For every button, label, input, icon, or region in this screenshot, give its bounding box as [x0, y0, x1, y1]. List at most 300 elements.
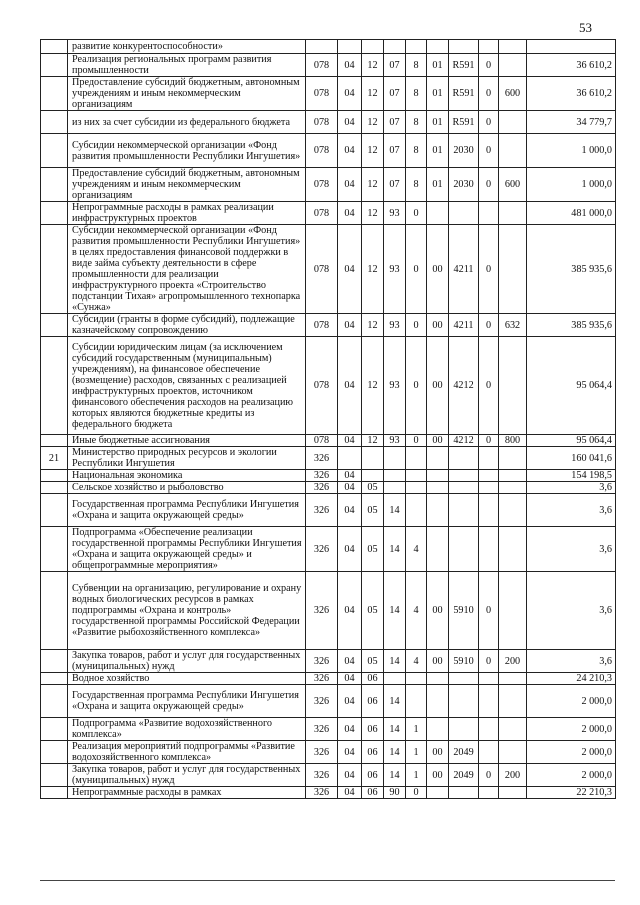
cell-rz: 04: [338, 494, 362, 527]
cell-p3: 01: [427, 77, 449, 111]
cell-amount: 22 210,3: [527, 787, 616, 799]
cell-p2: 8: [406, 134, 427, 168]
cell-p3: 00: [427, 435, 449, 447]
cell-p2: 0: [406, 337, 427, 435]
cell-p1: 14: [384, 741, 406, 764]
cell-amount: 36 610,2: [527, 54, 616, 77]
cell-name: Реализация региональных программ развития промышленности: [68, 54, 306, 77]
cell-name: Реализация мероприятий подпрограммы «Развитие водохозяйственного комплекса»: [68, 741, 306, 764]
cell-pr: 12: [362, 202, 384, 225]
cell-p4: 2049: [449, 764, 479, 787]
cell-p1: 93: [384, 314, 406, 337]
cell-gr: 078: [306, 225, 338, 314]
cell-p5: 0: [479, 314, 499, 337]
bottom-rule: [40, 880, 615, 881]
cell-vr: 632: [499, 314, 527, 337]
table-row: [41, 764, 616, 787]
cell-p1: 14: [384, 494, 406, 527]
cell-vr: 200: [499, 650, 527, 673]
cell-vr: [499, 787, 527, 799]
cell-p5: [479, 685, 499, 718]
cell-p4: [449, 482, 479, 494]
cell-num: [41, 527, 68, 572]
table-row: [41, 673, 616, 685]
cell-num: [41, 225, 68, 314]
cell-p3: 01: [427, 168, 449, 202]
cell-p2: 0: [406, 314, 427, 337]
cell-name: Субсидии (гранты в форме субсидий), подлежащие казначейскому сопровождению: [68, 314, 306, 337]
cell-rz: [338, 40, 362, 54]
cell-num: [41, 111, 68, 134]
cell-p2: 0: [406, 787, 427, 799]
cell-vr: [499, 685, 527, 718]
cell-vr: 800: [499, 435, 527, 447]
cell-pr: [362, 40, 384, 54]
cell-p5: 0: [479, 225, 499, 314]
cell-vr: 600: [499, 168, 527, 202]
cell-rz: 04: [338, 787, 362, 799]
cell-amount: [527, 40, 616, 54]
cell-p2: 8: [406, 111, 427, 134]
cell-rz: [338, 447, 362, 470]
cell-amount: 2 000,0: [527, 685, 616, 718]
cell-num: [41, 202, 68, 225]
cell-p2: 8: [406, 77, 427, 111]
cell-num: [41, 134, 68, 168]
cell-pr: 06: [362, 685, 384, 718]
cell-name: из них за счет субсидии из федерального бюджета: [68, 111, 306, 134]
cell-gr: 078: [306, 54, 338, 77]
cell-p5: 0: [479, 168, 499, 202]
cell-p4: [449, 470, 479, 482]
cell-p4: [449, 494, 479, 527]
cell-p4: [449, 447, 479, 470]
cell-pr: 06: [362, 741, 384, 764]
cell-rz: 04: [338, 673, 362, 685]
cell-p3: 01: [427, 54, 449, 77]
cell-p1: [384, 40, 406, 54]
budget-table: [40, 39, 616, 799]
cell-num: [41, 685, 68, 718]
cell-rz: 04: [338, 482, 362, 494]
cell-rz: 04: [338, 314, 362, 337]
cell-name: Водное хозяйство: [68, 673, 306, 685]
cell-p4: [449, 787, 479, 799]
cell-amount: 34 779,7: [527, 111, 616, 134]
cell-gr: 326: [306, 482, 338, 494]
cell-rz: 04: [338, 111, 362, 134]
cell-p4: 4212: [449, 435, 479, 447]
cell-pr: 12: [362, 225, 384, 314]
cell-p1: 14: [384, 685, 406, 718]
table-row: [41, 787, 616, 799]
cell-pr: 05: [362, 482, 384, 494]
cell-name: Государственная программа Республики Ингушетия «Охрана и защита окружающей среды»: [68, 685, 306, 718]
cell-p3: 00: [427, 337, 449, 435]
cell-p5: [479, 447, 499, 470]
cell-name: развитие конкурентоспособности»: [68, 40, 306, 54]
cell-num: [41, 337, 68, 435]
cell-p2: [406, 447, 427, 470]
cell-p3: [427, 787, 449, 799]
cell-gr: 326: [306, 673, 338, 685]
cell-num: [41, 494, 68, 527]
cell-vr: [499, 225, 527, 314]
cell-p1: 07: [384, 168, 406, 202]
cell-p2: 4: [406, 572, 427, 650]
cell-num: [41, 40, 68, 54]
table-row: [41, 111, 616, 134]
cell-p2: [406, 40, 427, 54]
table-row: [41, 134, 616, 168]
cell-p2: 1: [406, 718, 427, 741]
table-row: [41, 225, 616, 314]
cell-p3: 01: [427, 134, 449, 168]
cell-name: Непрограммные расходы в рамках реализации инфраструктурных проектов: [68, 202, 306, 225]
cell-num: 21: [41, 447, 68, 470]
cell-p5: [479, 482, 499, 494]
cell-vr: [499, 447, 527, 470]
cell-pr: 05: [362, 650, 384, 673]
cell-rz: 04: [338, 54, 362, 77]
cell-rz: 04: [338, 77, 362, 111]
cell-pr: 12: [362, 77, 384, 111]
cell-amount: 24 210,3: [527, 673, 616, 685]
cell-amount: 2 000,0: [527, 718, 616, 741]
cell-p4: 4212: [449, 337, 479, 435]
cell-amount: 95 064,4: [527, 337, 616, 435]
cell-p3: [427, 685, 449, 718]
cell-name: Субсидии некоммерческой организации «Фонд развития промышленности Республики Ингушетия» в целях предоставления финансовой поддержки в виде займа субъекту деятельности в сфере промышленности для реализации инфраструктурного проекта «Строительство подстанции Тихая» агропромышленного технопарка «Сунжа»: [68, 225, 306, 314]
cell-p1: 93: [384, 435, 406, 447]
cell-gr: 078: [306, 111, 338, 134]
cell-rz: 04: [338, 470, 362, 482]
cell-p4: 4211: [449, 225, 479, 314]
table-row: [41, 54, 616, 77]
cell-p2: [406, 685, 427, 718]
cell-pr: 12: [362, 134, 384, 168]
cell-pr: 05: [362, 527, 384, 572]
cell-p3: [427, 202, 449, 225]
cell-p1: 93: [384, 337, 406, 435]
table-row: [41, 77, 616, 111]
cell-name: Сельское хозяйство и рыболовство: [68, 482, 306, 494]
cell-p4: [449, 673, 479, 685]
cell-pr: [362, 470, 384, 482]
table-row: [41, 314, 616, 337]
cell-p3: [427, 40, 449, 54]
cell-num: [41, 741, 68, 764]
cell-p5: [479, 787, 499, 799]
cell-amount: 1 000,0: [527, 168, 616, 202]
cell-num: [41, 470, 68, 482]
cell-pr: 12: [362, 435, 384, 447]
cell-name: Субвенции на организацию, регулирование и охрану водных биологических ресурсов в рамках подпрограммы «Охрана и контроль» государственной программы Российской Федерации «Развитие рыбохозяйственного комплекса»: [68, 572, 306, 650]
table-row: [41, 685, 616, 718]
cell-gr: 078: [306, 168, 338, 202]
cell-p5: [479, 527, 499, 572]
cell-p1: 07: [384, 77, 406, 111]
table-row: [41, 40, 616, 54]
cell-p2: [406, 482, 427, 494]
cell-pr: 12: [362, 111, 384, 134]
cell-p5: 0: [479, 435, 499, 447]
cell-vr: [499, 111, 527, 134]
cell-amount: 481 000,0: [527, 202, 616, 225]
table-row: [41, 447, 616, 470]
cell-p5: [479, 470, 499, 482]
cell-p5: 0: [479, 337, 499, 435]
page-number: 53: [579, 20, 592, 35]
cell-vr: [499, 673, 527, 685]
cell-p4: [449, 685, 479, 718]
cell-p2: 8: [406, 168, 427, 202]
cell-gr: 326: [306, 685, 338, 718]
cell-amount: 2 000,0: [527, 764, 616, 787]
cell-p5: 0: [479, 134, 499, 168]
cell-name: Подпрограмма «Развитие водохозяйственного комплекса»: [68, 718, 306, 741]
cell-vr: [499, 40, 527, 54]
cell-p5: 0: [479, 650, 499, 673]
cell-num: [41, 435, 68, 447]
cell-num: [41, 314, 68, 337]
cell-p4: [449, 40, 479, 54]
cell-amount: 385 935,6: [527, 225, 616, 314]
cell-p1: [384, 673, 406, 685]
cell-p2: 4: [406, 527, 427, 572]
cell-vr: [499, 527, 527, 572]
table-row: [41, 527, 616, 572]
cell-amount: 3,6: [527, 650, 616, 673]
cell-gr: 326: [306, 787, 338, 799]
cell-p3: 01: [427, 111, 449, 134]
cell-p5: 0: [479, 764, 499, 787]
cell-pr: 12: [362, 337, 384, 435]
cell-gr: 326: [306, 470, 338, 482]
cell-amount: 385 935,6: [527, 314, 616, 337]
cell-p3: [427, 482, 449, 494]
cell-name: Субсидии некоммерческой организации «Фонд развития промышленности Республики Ингушетия»: [68, 134, 306, 168]
cell-pr: 06: [362, 673, 384, 685]
cell-p4: 2030: [449, 134, 479, 168]
cell-p2: [406, 494, 427, 527]
cell-p1: 07: [384, 54, 406, 77]
cell-vr: [499, 741, 527, 764]
cell-p1: 14: [384, 527, 406, 572]
cell-pr: 12: [362, 314, 384, 337]
cell-p5: [479, 202, 499, 225]
cell-p4: 2030: [449, 168, 479, 202]
cell-p1: 07: [384, 111, 406, 134]
cell-name: Непрограммные расходы в рамках: [68, 787, 306, 799]
cell-p3: 00: [427, 572, 449, 650]
cell-pr: 12: [362, 54, 384, 77]
table-row: [41, 435, 616, 447]
cell-gr: 326: [306, 494, 338, 527]
cell-name: Национальная экономика: [68, 470, 306, 482]
cell-name: Предоставление субсидий бюджетным, автономным учреждениям и иным некоммерческим организациям: [68, 168, 306, 202]
cell-amount: 154 198,5: [527, 470, 616, 482]
cell-vr: [499, 337, 527, 435]
cell-p3: 00: [427, 314, 449, 337]
cell-p2: 4: [406, 650, 427, 673]
cell-gr: 326: [306, 764, 338, 787]
cell-rz: 04: [338, 225, 362, 314]
cell-p2: 0: [406, 435, 427, 447]
cell-num: [41, 482, 68, 494]
cell-p3: [427, 527, 449, 572]
cell-pr: 06: [362, 764, 384, 787]
cell-pr: 05: [362, 572, 384, 650]
cell-rz: 04: [338, 202, 362, 225]
cell-rz: 04: [338, 435, 362, 447]
table-row: [41, 494, 616, 527]
cell-p1: 14: [384, 764, 406, 787]
cell-amount: 36 610,2: [527, 77, 616, 111]
cell-num: [41, 718, 68, 741]
cell-p3: 00: [427, 764, 449, 787]
cell-vr: [499, 134, 527, 168]
cell-gr: 078: [306, 77, 338, 111]
cell-rz: 04: [338, 527, 362, 572]
cell-p2: 0: [406, 202, 427, 225]
cell-gr: 078: [306, 134, 338, 168]
cell-amount: 160 041,6: [527, 447, 616, 470]
cell-gr: 326: [306, 527, 338, 572]
cell-p5: 0: [479, 572, 499, 650]
cell-rz: 04: [338, 337, 362, 435]
cell-rz: 04: [338, 650, 362, 673]
cell-pr: 06: [362, 787, 384, 799]
cell-gr: 078: [306, 202, 338, 225]
cell-amount: 95 064,4: [527, 435, 616, 447]
cell-gr: [306, 40, 338, 54]
cell-pr: [362, 447, 384, 470]
cell-gr: 078: [306, 337, 338, 435]
cell-num: [41, 168, 68, 202]
cell-rz: 04: [338, 134, 362, 168]
cell-p3: [427, 470, 449, 482]
cell-p3: [427, 494, 449, 527]
cell-name: Субсидии юридическим лицам (за исключением субсидий государственным (муниципальным) учреждениям), на финансовое обеспечение (возмещение) расходов, связанных с реализацией инфраструктурных проектов, источником финансового обеспечения расходов на реализацию которых являются бюджетные кредиты из федерального бюджета: [68, 337, 306, 435]
cell-gr: 326: [306, 741, 338, 764]
cell-p2: [406, 470, 427, 482]
cell-amount: 3,6: [527, 527, 616, 572]
cell-rz: 04: [338, 685, 362, 718]
cell-rz: 04: [338, 741, 362, 764]
cell-p1: [384, 482, 406, 494]
cell-num: [41, 650, 68, 673]
cell-pr: 06: [362, 718, 384, 741]
cell-p5: [479, 494, 499, 527]
cell-pr: 12: [362, 168, 384, 202]
cell-p5: [479, 741, 499, 764]
cell-name: Иные бюджетные ассигнования: [68, 435, 306, 447]
cell-p3: 00: [427, 225, 449, 314]
cell-amount: 3,6: [527, 482, 616, 494]
table-row: [41, 718, 616, 741]
cell-p4: [449, 718, 479, 741]
cell-num: [41, 673, 68, 685]
cell-p4: 5910: [449, 572, 479, 650]
cell-gr: 326: [306, 572, 338, 650]
cell-name: Закупка товаров, работ и услуг для государственных (муниципальных) нужд: [68, 650, 306, 673]
cell-name: Подпрограмма «Обеспечение реализации государственной программы Республики Ингушетия «Охрана и защита окружающей среды» и общепрограммные мероприятия»: [68, 527, 306, 572]
table-row: [41, 741, 616, 764]
cell-vr: [499, 54, 527, 77]
cell-p2: 0: [406, 225, 427, 314]
cell-p4: 2049: [449, 741, 479, 764]
cell-p1: [384, 470, 406, 482]
cell-vr: [499, 718, 527, 741]
cell-num: [41, 787, 68, 799]
cell-gr: 326: [306, 650, 338, 673]
cell-p4: R591: [449, 111, 479, 134]
cell-p4: [449, 202, 479, 225]
cell-name: Закупка товаров, работ и услуг для государственных (муниципальных) нужд: [68, 764, 306, 787]
cell-vr: [499, 482, 527, 494]
table-row: [41, 202, 616, 225]
cell-p1: 14: [384, 650, 406, 673]
cell-p3: 00: [427, 741, 449, 764]
cell-num: [41, 572, 68, 650]
cell-num: [41, 54, 68, 77]
cell-p1: 90: [384, 787, 406, 799]
cell-p2: [406, 673, 427, 685]
cell-vr: [499, 470, 527, 482]
cell-name: Предоставление субсидий бюджетным, автономным учреждениям и иным некоммерческим организациям: [68, 77, 306, 111]
cell-vr: 600: [499, 77, 527, 111]
cell-p3: [427, 718, 449, 741]
table-row: [41, 572, 616, 650]
cell-name: Государственная программа Республики Ингушетия «Охрана и защита окружающей среды»: [68, 494, 306, 527]
cell-p5: 0: [479, 54, 499, 77]
cell-amount: 2 000,0: [527, 741, 616, 764]
cell-rz: 04: [338, 572, 362, 650]
cell-amount: 3,6: [527, 572, 616, 650]
cell-p4: 4211: [449, 314, 479, 337]
table-row: [41, 650, 616, 673]
cell-p1: 14: [384, 718, 406, 741]
cell-vr: [499, 202, 527, 225]
cell-p1: 07: [384, 134, 406, 168]
cell-p1: [384, 447, 406, 470]
table-row: [41, 337, 616, 435]
cell-p5: [479, 673, 499, 685]
cell-p5: 0: [479, 77, 499, 111]
cell-p3: [427, 673, 449, 685]
cell-vr: [499, 494, 527, 527]
cell-p5: 0: [479, 111, 499, 134]
cell-gr: 326: [306, 447, 338, 470]
cell-p4: R591: [449, 77, 479, 111]
cell-p4: 5910: [449, 650, 479, 673]
table-row: [41, 482, 616, 494]
cell-p2: 8: [406, 54, 427, 77]
cell-p1: 14: [384, 572, 406, 650]
cell-amount: 3,6: [527, 494, 616, 527]
cell-num: [41, 77, 68, 111]
cell-gr: 078: [306, 314, 338, 337]
cell-vr: [499, 572, 527, 650]
table-row: [41, 470, 616, 482]
cell-p4: R591: [449, 54, 479, 77]
cell-amount: 1 000,0: [527, 134, 616, 168]
cell-rz: 04: [338, 168, 362, 202]
cell-rz: 04: [338, 718, 362, 741]
cell-p4: [449, 527, 479, 572]
table-row: [41, 168, 616, 202]
